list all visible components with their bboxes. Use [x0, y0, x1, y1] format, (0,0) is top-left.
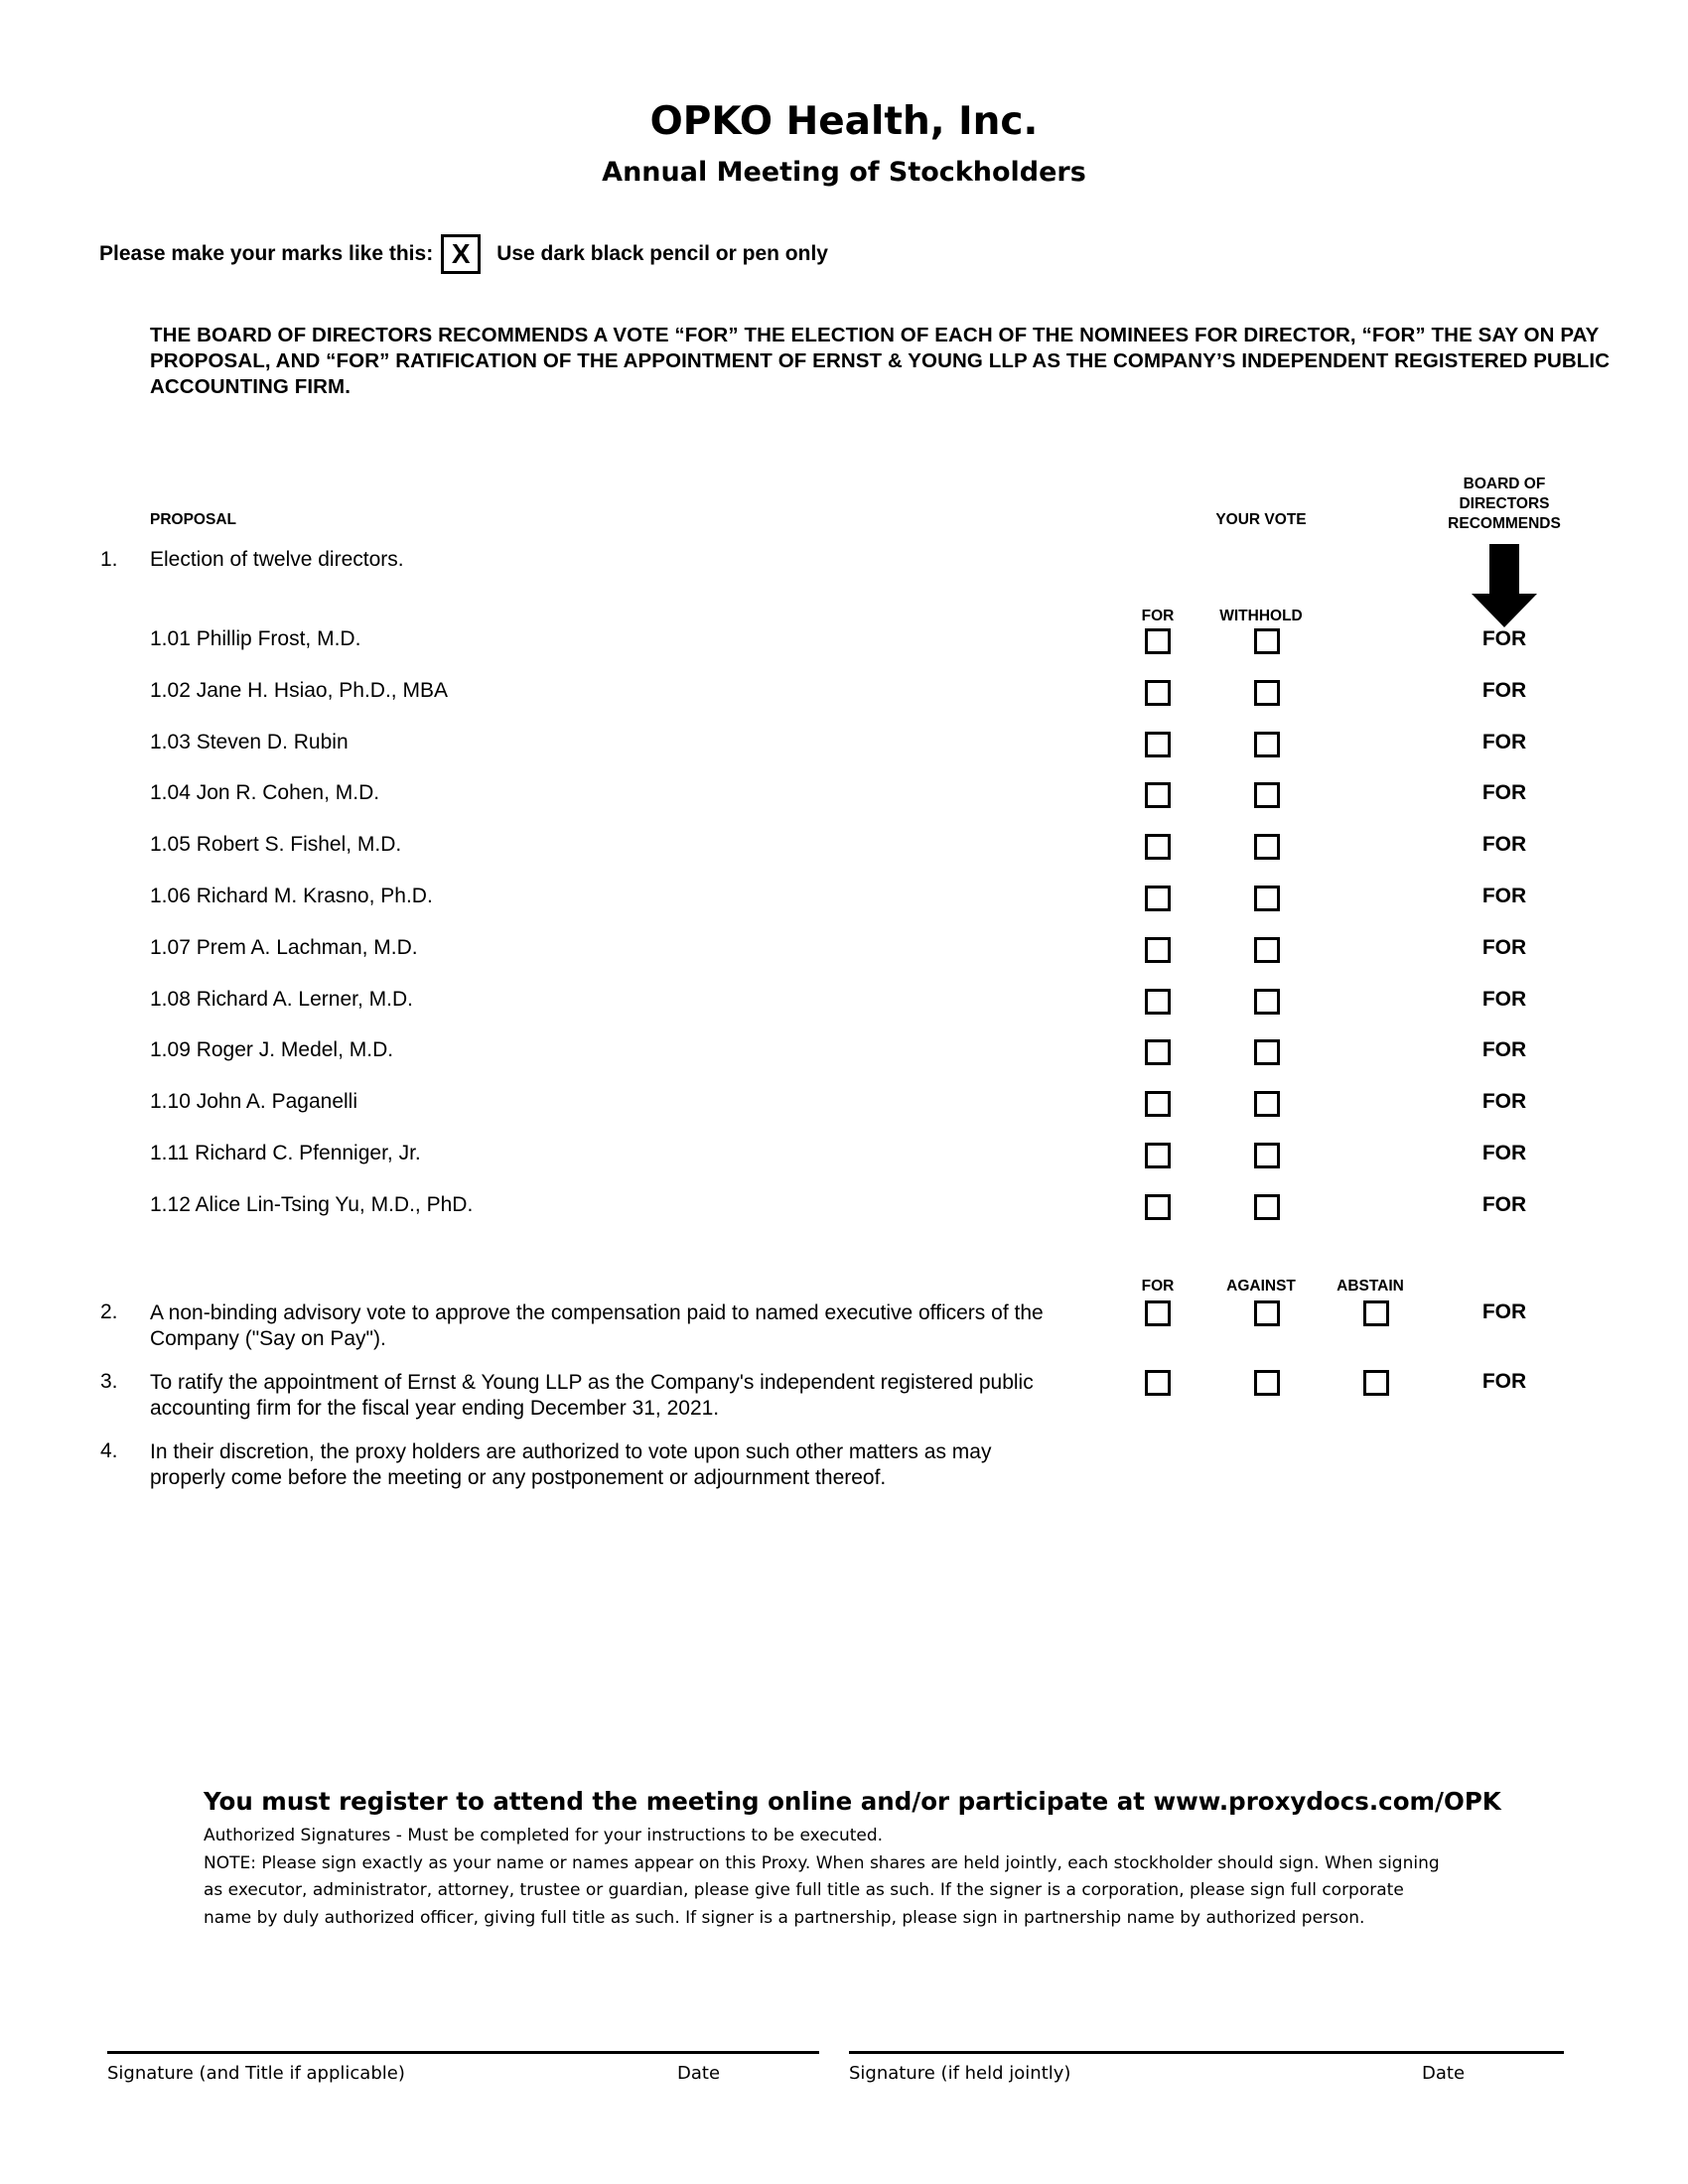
page-subtitle: Annual Meeting of Stockholders: [602, 157, 1086, 188]
nominee-withhold-checkbox[interactable]: [1254, 680, 1280, 706]
nominee-withhold-checkbox[interactable]: [1254, 1194, 1280, 1220]
nominee-for-checkbox[interactable]: [1145, 1039, 1171, 1065]
board-recommends-column-header: [1425, 475, 1584, 534]
joint-signature-line[interactable]: [849, 2051, 1564, 2054]
joint-signature-label: Signature (if held jointly): [849, 2063, 1071, 2084]
withhold-column-label: WITHHOLD: [1219, 608, 1303, 624]
nominee-board-recommendation: FOR: [1481, 936, 1527, 959]
proposal-2-text: A non-binding advisory vote to approve the compensation paid to named executive officers of the Company ("Say on Pay").: [150, 1301, 1044, 1350]
nominee-name: 1.02 Jane H. Hsiao, Ph.D., MBA: [150, 679, 448, 702]
nominee-withhold-checkbox[interactable]: [1254, 628, 1280, 654]
proposal-2-against-checkbox[interactable]: [1254, 1300, 1280, 1326]
proposal-3-for-checkbox[interactable]: [1145, 1370, 1171, 1396]
authorized-signatures-note: Authorized Signatures - Must be completed for your instructions to be executed.: [204, 1826, 884, 1845]
abstain-column-label: ABSTAIN: [1336, 1278, 1404, 1295]
proposal-1-text: Election of twelve directors.: [150, 548, 404, 571]
proposal-2-for-checkbox[interactable]: [1145, 1300, 1171, 1326]
nominee-board-recommendation: FOR: [1481, 1142, 1527, 1164]
nominee-name: 1.09 Roger J. Medel, M.D.: [150, 1038, 394, 1061]
against-column-label: AGAINST: [1226, 1278, 1296, 1295]
nominee-for-checkbox[interactable]: [1145, 732, 1171, 757]
nominee-for-checkbox[interactable]: [1145, 680, 1171, 706]
proposal-3-text: To ratify the appointment of Ernst & Young LLP as the Company's independent registered public accounting firm for the fiscal year ending December 31, 2021.: [150, 1371, 1034, 1420]
signature-label: Signature (and Title if applicable): [107, 2063, 405, 2084]
nominee-board-recommendation: FOR: [1481, 1038, 1527, 1061]
nominee-for-checkbox[interactable]: [1145, 937, 1171, 963]
example-mark-box: X: [441, 234, 481, 274]
nominee-withhold-checkbox[interactable]: [1254, 732, 1280, 757]
nominee-for-checkbox[interactable]: [1145, 628, 1171, 654]
nominee-name: 1.01 Phillip Frost, M.D.: [150, 627, 361, 650]
nominee-board-recommendation: FOR: [1481, 988, 1527, 1011]
nominee-board-recommendation: FOR: [1481, 627, 1527, 650]
nominee-board-recommendation: FOR: [1481, 731, 1527, 753]
nominee-board-recommendation: FOR: [1481, 1193, 1527, 1216]
nominee-for-checkbox[interactable]: [1145, 1091, 1171, 1117]
board-header-line: RECOMMENDS: [1448, 515, 1561, 532]
nominee-withhold-checkbox[interactable]: [1254, 834, 1280, 860]
signature-instructions: [204, 1823, 1455, 1932]
nominee-for-checkbox[interactable]: [1145, 886, 1171, 911]
signature-line[interactable]: [107, 2051, 819, 2054]
for-column-label: FOR: [1141, 608, 1175, 624]
proposal-1-number: 1.: [100, 548, 118, 571]
nominee-name: 1.10 John A. Paganelli: [150, 1090, 357, 1113]
nominee-name: 1.07 Prem A. Lachman, M.D.: [150, 936, 418, 959]
proposal-2-board-recommendation: FOR: [1481, 1300, 1527, 1323]
proposal-2-abstain-checkbox[interactable]: [1363, 1300, 1389, 1326]
registration-notice: You must register to attend the meeting online and/or participate at www.proxydocs.com/OPK: [204, 1787, 1501, 1816]
nominee-for-checkbox[interactable]: [1145, 834, 1171, 860]
nominee-withhold-checkbox[interactable]: [1254, 782, 1280, 808]
nominee-board-recommendation: FOR: [1481, 679, 1527, 702]
page-title: OPKO Health, Inc.: [649, 99, 1039, 144]
marks-suffix: Use dark black pencil or pen only: [496, 242, 828, 265]
nominee-board-recommendation: FOR: [1481, 781, 1527, 804]
proposal-3-abstain-checkbox[interactable]: [1363, 1370, 1389, 1396]
proposal-2-number: 2.: [100, 1300, 118, 1323]
nominee-for-checkbox[interactable]: [1145, 1194, 1171, 1220]
nominee-withhold-checkbox[interactable]: [1254, 989, 1280, 1015]
proposal-3-board-recommendation: FOR: [1481, 1370, 1527, 1393]
nominee-withhold-checkbox[interactable]: [1254, 886, 1280, 911]
nominee-for-checkbox[interactable]: [1145, 782, 1171, 808]
nominee-withhold-checkbox[interactable]: [1254, 1091, 1280, 1117]
nominee-name: 1.04 Jon R. Cohen, M.D.: [150, 781, 380, 804]
nominee-board-recommendation: FOR: [1481, 885, 1527, 907]
nominee-name: 1.11 Richard C. Pfenniger, Jr.: [150, 1142, 421, 1164]
proposal-column-header: PROPOSAL: [150, 511, 236, 528]
nominee-withhold-checkbox[interactable]: [1254, 937, 1280, 963]
nominee-name: 1.05 Robert S. Fishel, M.D.: [150, 833, 402, 856]
board-recommendation-text: THE BOARD OF DIRECTORS RECOMMENDS A VOTE “FOR” THE ELECTION OF EACH OF THE NOMINEES FOR DIRECTOR, “FOR” THE SAY ON PAY PROPOSAL, AND “FOR” RATIFICATION OF THE APPOINTMENT OF ERNST & YOUNG LLP AS THE COMPANY’S INDEPENDENT REGISTERED PUBLIC ACCOUNTING FIRM.: [150, 324, 1611, 398]
nominee-name: 1.06 Richard M. Krasno, Ph.D.: [150, 885, 433, 907]
joint-date-label: Date: [1422, 2063, 1466, 2084]
for-column-label: FOR: [1141, 1278, 1175, 1295]
proposal-4-text: In their discretion, the proxy holders are authorized to vote upon such other matters as may properly come before the meeting or any postponement or adjournment thereof.: [150, 1440, 992, 1489]
nominee-withhold-checkbox[interactable]: [1254, 1143, 1280, 1168]
nominee-for-checkbox[interactable]: [1145, 989, 1171, 1015]
proposal-3-against-checkbox[interactable]: [1254, 1370, 1280, 1396]
nominee-withhold-checkbox[interactable]: [1254, 1039, 1280, 1065]
nominee-name: 1.03 Steven D. Rubin: [150, 731, 349, 753]
nominee-name: 1.12 Alice Lin-Tsing Yu, M.D., PhD.: [150, 1193, 474, 1216]
board-header-line: BOARD OF: [1463, 476, 1546, 492]
proposal-3-number: 3.: [100, 1370, 118, 1393]
board-header-line: DIRECTORS: [1459, 495, 1550, 512]
nominee-for-checkbox[interactable]: [1145, 1143, 1171, 1168]
arrow-down-icon: [1472, 544, 1537, 627]
proposal-4-number: 4.: [100, 1439, 118, 1462]
marking-instructions: [99, 234, 828, 274]
nominee-board-recommendation: FOR: [1481, 833, 1527, 856]
nominee-name: 1.08 Richard A. Lerner, M.D.: [150, 988, 413, 1011]
marks-prefix: Please make your marks like this:: [99, 242, 434, 265]
nominee-board-recommendation: FOR: [1481, 1090, 1527, 1113]
date-label: Date: [677, 2063, 721, 2084]
your-vote-column-header: YOUR VOTE: [1215, 511, 1307, 528]
signing-note: NOTE: Please sign exactly as your name or names appear on this Proxy. When shares are held jointly, each stockholder should sign. When signing as executor, administrator, attorney, trustee or guardian, please give full title as such. If the signer is a corporation, please sign full corporate name by duly authorized officer, giving full title as such. If signer is a partnership, please sign in partnership name by authorized person.: [204, 1852, 1440, 1928]
